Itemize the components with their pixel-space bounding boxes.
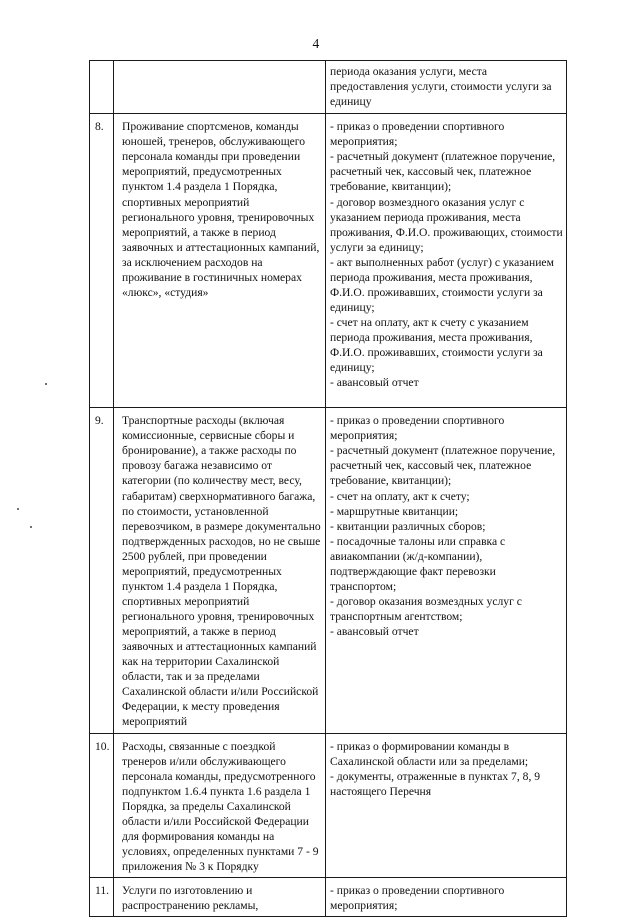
document-item: периода оказания услуги, места предоставления услуги, стоимости услуги за единицу xyxy=(330,65,552,109)
document-item: - документы, отраженные в пунктах 7, 8, 9 настоящего Перечня xyxy=(330,769,541,798)
expense-description: Транспортные расходы (включая комиссионные, сервисные сборы и бронирование), а также расходы по провозу багажа независимо от категории (по количеству мест, весу, габаритам) сверхнормативного багажа, по стоимости, установленной перевозчиком, в размере документально подтвержденных расходов, но не свыше 2500 рублей, при проведении мероприятий, предусмотренных пунктом 1.4 раздела 1 Порядка, спортивных мероприятий регионального уровня, тренировочных мероприятий, а также в период заявочных и аттестационных кампаний как на территории Сахалинской области, так и за пределами Сахалинской области и/или Российской Федерации, к месту проведения мероприятий xyxy=(114,408,326,733)
scan-speck xyxy=(45,383,47,385)
expense-description: Проживание спортсменов, команды юношей, тренеров, обслуживающего персонала команды при проведении мероприятий, предусмотренных пунктом 1.4 раздела 1 Порядка, спортивных мероприятий регионального уровня, тренировочных мероприятий, а также в период заявочных и аттестационных кампаний, за исключением расходов на проживание в гостиничных номерах «люкс», «студия» xyxy=(114,114,326,408)
table-row-10 xyxy=(90,733,567,878)
scan-speck xyxy=(17,508,19,510)
document-item: - авансовый отчет xyxy=(330,625,419,639)
document-item: - приказ о проведении спортивного мероприятия; xyxy=(330,414,505,443)
required-documents xyxy=(326,408,567,733)
row-number: 10. xyxy=(90,733,114,878)
document-item: - посадочные талоны или справка с авиакомпании (ж/д-компании), подтверждающие факт перевозки транспортом; xyxy=(330,534,506,593)
document-item: - счет на оплату, акт к счету; xyxy=(330,489,470,503)
required-documents xyxy=(326,61,567,114)
document-item: - расчетный документ (платежное поручение, расчетный чек, кассовый чек, платежное требование, квитанции); xyxy=(330,444,556,488)
expenses-documents-table xyxy=(89,60,567,917)
required-documents xyxy=(326,878,567,917)
required-documents xyxy=(326,114,567,408)
table-row-8 xyxy=(90,114,567,408)
document-item: - приказ о проведении спортивного мероприятия; xyxy=(330,120,505,149)
document-item: - приказ о формировании команды в Сахалинской области или за пределами; xyxy=(330,739,529,768)
required-documents xyxy=(326,733,567,878)
document-item: - приказ о проведении спортивного мероприятия; xyxy=(330,884,505,913)
scan-speck xyxy=(30,526,32,528)
document-item: - договор возмездного оказания услуг с указанием периода проживания, места проживания, Ф.И.О. проживающих, стоимости услуги за единицу; xyxy=(330,195,563,254)
expense-description: Услуги по изготовлению и распространению рекламы, xyxy=(114,878,326,917)
page-number: 4 xyxy=(312,36,320,51)
document-item: - акт выполненных работ (услуг) с указанием периода проживания, места проживания, Ф.И.О. проживавших, стоимости услуги за единицу; xyxy=(330,255,554,314)
document-item: - маршрутные квитанции; xyxy=(330,504,459,518)
row-number: 8. xyxy=(90,114,114,408)
expense-description: Расходы, связанные с поездкой тренеров и/или обслуживающего персонала команды, предусмотренного подпунктом 1.6.4 пункта 1.6 раздела 1 Порядка, за пределы Сахалинской области и/или Российской Федерации для формирования команды на условиях, определенных пунктами 7 - 9 приложения № 3 к Порядку xyxy=(114,733,326,878)
table-row-9 xyxy=(90,408,567,733)
expense-description xyxy=(114,61,326,114)
document-item: - квитанции различных сборов; xyxy=(330,519,486,533)
row-number: 11. xyxy=(90,878,114,917)
row-number xyxy=(90,61,114,114)
table-row-continuation xyxy=(90,61,567,114)
document-item: - договор оказания возмездных услуг с транспортным агентством; xyxy=(330,594,522,623)
document-item: - расчетный документ (платежное поручение, расчетный чек, кассовый чек, платежное требование, квитанции); xyxy=(330,150,556,194)
document-item: - счет на оплату, акт к счету с указанием периода проживания, места проживания, Ф.И.О. проживавших, стоимости услуги за единицу; xyxy=(330,316,543,375)
row-number: 9. xyxy=(90,408,114,733)
table-row-11 xyxy=(90,878,567,917)
document-item: - авансовый отчет xyxy=(330,376,419,390)
